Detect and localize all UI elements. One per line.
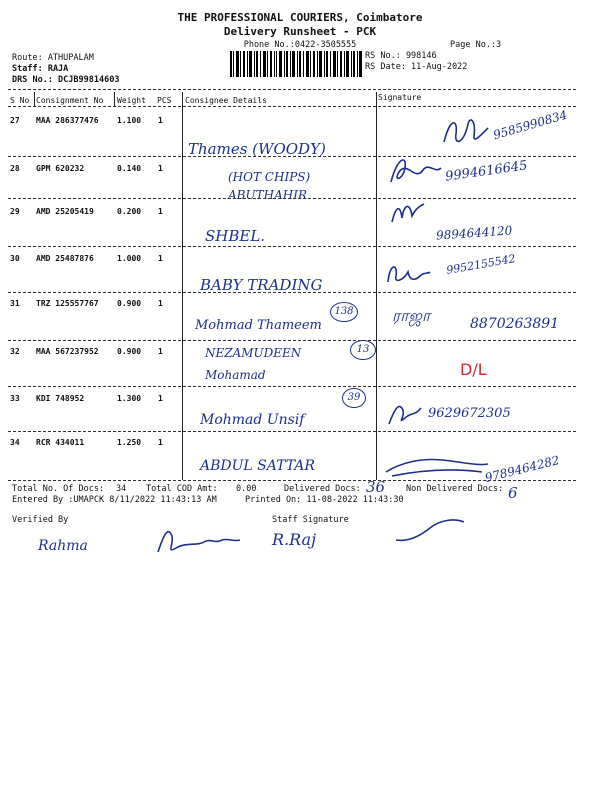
row-consignment: AMD 25487876 [36, 254, 94, 263]
row-sno: 32 [10, 347, 20, 356]
row-consignment: TRZ 125557767 [36, 299, 99, 308]
row-divider [8, 292, 576, 293]
signature-scribble [384, 258, 434, 288]
row-pcs: 1 [158, 254, 163, 263]
row-consignment: MAA 286377476 [36, 116, 99, 125]
row-sno: 31 [10, 299, 20, 308]
row-sno: 29 [10, 207, 20, 216]
row-consignment: RCR 434011 [36, 438, 85, 447]
row-pcs: 1 [158, 394, 163, 403]
signature-scribble [440, 114, 500, 150]
row-consignment: MAA 567237952 [36, 347, 99, 356]
signature-phone: 9952155542 [445, 252, 517, 277]
row-weight: 0.900 [117, 299, 142, 308]
total-docs-label: Total No. Of Docs: [12, 484, 105, 494]
header-bottom-line [8, 106, 576, 107]
signature-phone: 9789464282 [483, 452, 561, 486]
delivered-docs-value: 36 [366, 478, 386, 496]
row-pcs: 1 [158, 347, 163, 356]
non-delivered-docs-label: Non Delivered Docs: [406, 484, 504, 494]
printed-on: Printed On: 11-08-2022 11:43:30 [245, 495, 404, 505]
table-bottom-line [8, 480, 576, 481]
route-label: Route: ATHUPALAM [12, 53, 94, 63]
entered-by: Entered By :UMAPCK 8/11/2022 11:43:13 AM [12, 495, 217, 505]
col-divider [182, 92, 183, 480]
row-pcs: 1 [158, 164, 163, 173]
row-weight: 0.140 [117, 164, 142, 173]
consignee-handwriting: BABY TRADING [200, 276, 323, 294]
verifier-scribble [150, 520, 250, 560]
consignee-handwriting: Mohmad Thameem [195, 318, 322, 333]
consignee-handwriting: Mohmad Unsif [200, 412, 305, 428]
row-weight: 1.100 [117, 116, 142, 125]
signature-scribble [388, 198, 428, 228]
col-divider [114, 92, 115, 106]
row-pcs: 1 [158, 438, 163, 447]
staff-signature: R.Raj [272, 530, 317, 549]
total-cod-label: Total COD Amt: [146, 484, 218, 494]
signature-scribble [385, 152, 445, 192]
row-sno: 27 [10, 116, 20, 125]
phone-number: Phone No.:0422-3505555 [243, 40, 357, 50]
row-consignment: GPM 620232 [36, 164, 85, 173]
row-weight: 1.300 [117, 394, 142, 403]
col-header-signature: Signature [378, 93, 422, 102]
col-divider [34, 92, 35, 106]
row-pcs: 1 [158, 207, 163, 216]
verified-by-signature: Rahma [38, 538, 88, 554]
col-header-weight: Weight [117, 96, 146, 105]
tamil-signature: ராஜா [392, 306, 431, 325]
row-sno: 28 [10, 164, 20, 173]
consignee-handwriting: (HOT CHIPS) ABUTHAHIR [228, 170, 311, 202]
barcode-image [230, 51, 362, 77]
delivered-docs-label: Delivered Docs: [284, 484, 361, 494]
staff-label: Staff: RAJA [12, 64, 69, 74]
company-title: THE PROFESSIONAL COURIERS, Coimbatore [177, 11, 423, 24]
col-divider [376, 92, 377, 480]
row-weight: 1.250 [117, 438, 142, 447]
signature-phone: 9994616645 [444, 158, 529, 185]
signature-scribble [382, 450, 492, 480]
drs-number: DRS No.: DCJB99814603 [12, 75, 120, 85]
rs-date: RS Date: 11-Aug-2022 [365, 62, 468, 72]
col-header-sno: S No [10, 96, 30, 105]
row-pcs: 1 [158, 116, 163, 125]
row-divider [8, 431, 576, 432]
row-sno: 34 [10, 438, 20, 447]
staff-signature-label: Staff Signature [272, 515, 349, 525]
signature-scribble [385, 398, 425, 430]
row-divider [8, 246, 576, 247]
route-mark-circle: 138 [330, 302, 358, 322]
row-divider [8, 340, 576, 341]
signature-phone: 9585990834 [491, 107, 569, 143]
col-header-pcs: PCS [157, 96, 172, 105]
verified-by-label: Verified By [12, 515, 69, 525]
consignee-handwriting: ABDUL SATTAR [200, 458, 315, 474]
consignee-handwriting: NEZAMUDEEN Mohamad [205, 346, 302, 382]
row-consignment: KDI 748952 [36, 394, 85, 403]
col-header-consignment: Consignment No [36, 96, 104, 105]
route-mark-circle: 39 [342, 388, 366, 408]
total-cod-value: 0.00 [236, 484, 257, 494]
signature-phone: 9629672305 [428, 406, 511, 421]
staff-scribble [390, 512, 470, 546]
header-top-line [8, 89, 576, 90]
consignee-handwriting: SHBEL. [205, 227, 266, 245]
sheet-title: Delivery Runsheet - PCK [223, 25, 377, 38]
page-number: Page No.:3 [450, 40, 502, 50]
signature-phone: 9894644120 [435, 223, 513, 243]
row-weight: 0.200 [117, 207, 142, 216]
total-docs-value: 34 [116, 484, 127, 494]
row-pcs: 1 [158, 299, 163, 308]
signature-phone: 8870263891 [470, 316, 560, 332]
non-delivered-docs-value: 6 [508, 484, 518, 502]
route-mark-circle: 13 [350, 340, 376, 360]
row-weight: 1.000 [117, 254, 142, 263]
row-divider [8, 386, 576, 387]
row-weight: 0.900 [117, 347, 142, 356]
consignee-handwriting: Thames (WOODY) [188, 140, 326, 158]
row-divider [8, 198, 576, 199]
row-consignment: AMD 25205419 [36, 207, 94, 216]
row-divider [8, 156, 576, 157]
row-sno: 33 [10, 394, 20, 403]
col-header-consignee: Consignee Details [185, 96, 267, 105]
delivery-status-mark: D/L [460, 360, 487, 379]
rs-number: RS No.: 998146 [365, 51, 437, 61]
row-sno: 30 [10, 254, 20, 263]
